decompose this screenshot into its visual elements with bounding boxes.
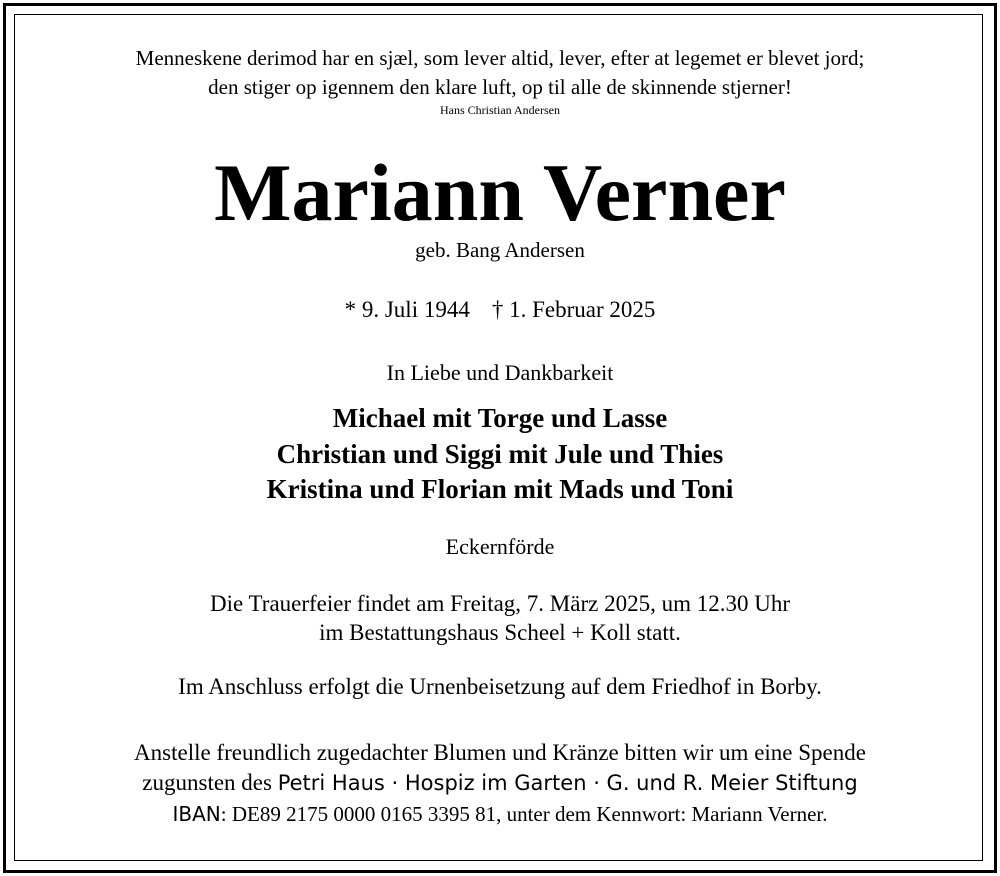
donation-iban <box>20 802 980 827</box>
quote-author: Hans Christian Andersen <box>440 103 560 117</box>
mourner-line-2: Christian und Siggi mit Jule und Thies <box>276 439 724 469</box>
donation-organizations: Petri Haus · Hospiz im Garten · G. und R. Meier Stiftung <box>277 771 858 795</box>
place: Eckernförde <box>445 534 555 559</box>
birth-name: geb. Bang Andersen <box>415 238 585 262</box>
quote-line-1: Menneskene derimod har en sjæl, som lever altid, lever, efter at legemet er blevet jord; <box>135 46 865 70</box>
ceremony-line-1: Die Trauerfeier findet am Freitag, 7. März 2025, um 12.30 Uhr <box>210 591 790 616</box>
life-dates <box>20 297 980 323</box>
iban-label: IBAN <box>172 802 221 826</box>
deceased-name: Mariann Verner <box>214 147 786 238</box>
quote-line-2: den stiger op igennem den klare luft, op til alle de skinnende stjerner! <box>208 75 792 99</box>
inner-border <box>14 14 983 861</box>
iban-details: : DE89 2175 0000 0165 3395 81, unter dem Kennwort: Mariann Verner. <box>220 802 828 826</box>
ceremony-line-2: im Bestattungshaus Scheel + Koll statt. <box>319 620 681 645</box>
mourner-line-3: Kristina und Florian mit Mads und Toni <box>266 474 734 504</box>
death-date: † 1. Februar 2025 <box>491 297 656 322</box>
donation-prefix: zugunsten des <box>142 770 278 795</box>
mourners-intro: In Liebe und Dankbarkeit <box>386 360 614 385</box>
birth-date: * 9. Juli 1944 <box>344 297 470 322</box>
donation-line-2 <box>20 770 980 796</box>
burial-info: Im Anschluss erfolgt die Urnenbeisetzung auf dem Friedhof in Borby. <box>178 674 822 699</box>
donation-line-1: Anstelle freundlich zugedachter Blumen und Kränze bitten wir um eine Spende <box>134 740 866 765</box>
mourner-line-1: Michael mit Torge und Lasse <box>332 403 668 433</box>
